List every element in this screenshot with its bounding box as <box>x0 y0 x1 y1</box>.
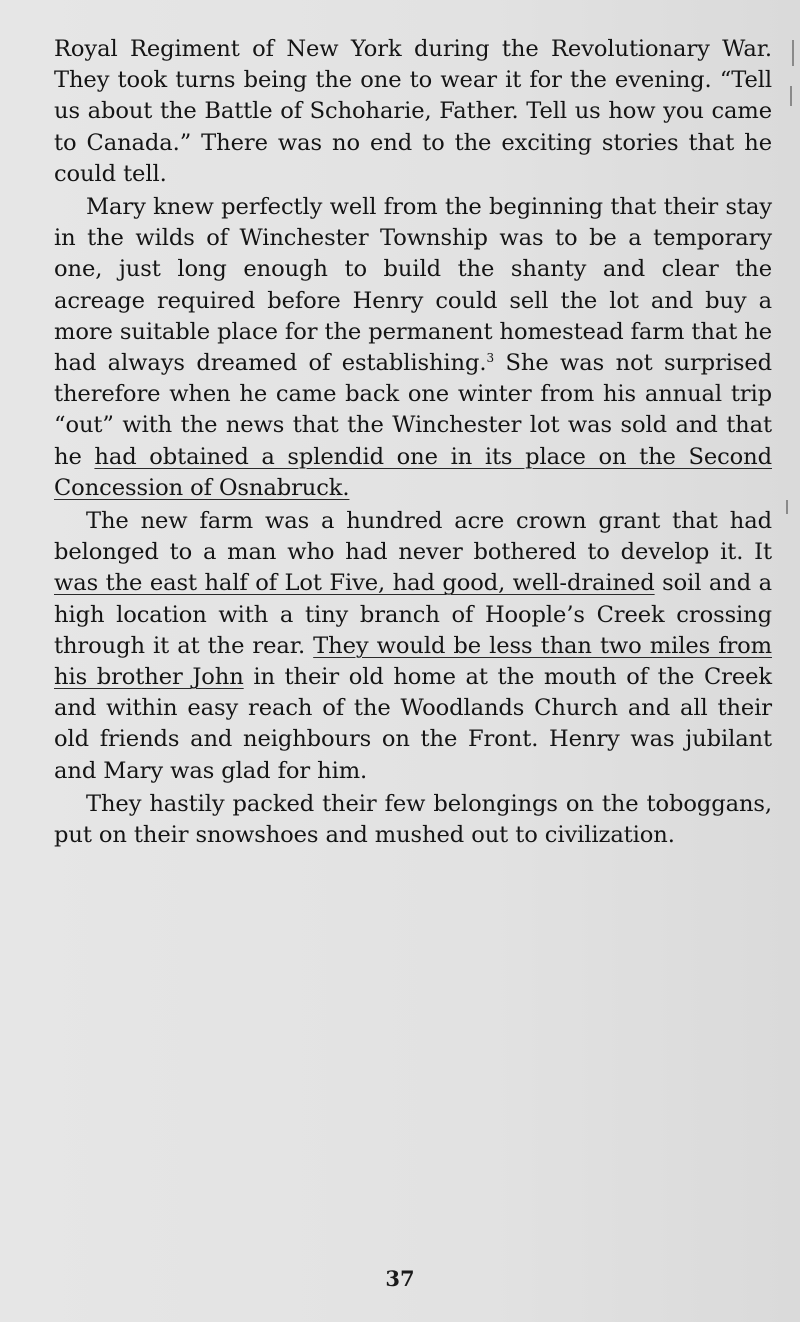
paragraph-4 <box>54 789 772 851</box>
margin-mark <box>790 86 792 106</box>
text-segment: The new farm was a hundred acre crown grant that had belonged to a man who had never bothered to develop it. It <box>54 508 772 566</box>
underlined-passage: had obtained a splendid one in its place on the Second Concession of Osnabruck. <box>54 443 772 501</box>
text-segment: Mary knew perfectly well from the beginning that their stay in the wilds of Winchester Township was to be a temporary one, just long enough to build the shanty and clear the acreage required before Henry could sell the lot and buy a more suitable place for the permanent homestead farm that he had always dreamed of establishing. <box>54 194 772 377</box>
underlined-passage: was the east half of Lot Five, had good, well-drained <box>54 570 655 597</box>
text-segment: They hastily packed their few belongings on the toboggans, put on their snowshoes and mushed out to civilization. <box>54 790 772 849</box>
body-text <box>54 34 772 851</box>
text-segment: She was not surprised therefore when he came back one winter from his annual trip “out” with the news that the Winchester lot was sold and that he <box>54 350 773 470</box>
text-segment: soil and a high location with a tiny branch of Hoople’s Creek crossing through it at the rear. <box>54 570 772 659</box>
footnote-marker: 3 <box>486 351 495 366</box>
text-segment: Royal Regiment of New York during the Revolutionary War. They took turns being the one to wear it for the evening. “Tell us about the Battle of Schoharie, Father. Tell us how you came to Canada.” There was no end to the exciting stories that he could tell. <box>54 36 772 187</box>
underlined-passage: They would be less than two miles from his brother John <box>54 632 772 691</box>
paragraph-3 <box>54 506 772 787</box>
margin-mark <box>792 40 794 66</box>
margin-mark <box>786 500 788 514</box>
paragraph-2 <box>54 192 772 504</box>
paragraph-1 <box>54 34 772 190</box>
text-segment: in their old home at the mouth of the Creek and within easy reach of the Woodlands Church and all their old friends and neighbours on the Front. Henry was jubilant and Mary was glad for him. <box>54 664 772 784</box>
page-number: 37 <box>385 1266 415 1291</box>
